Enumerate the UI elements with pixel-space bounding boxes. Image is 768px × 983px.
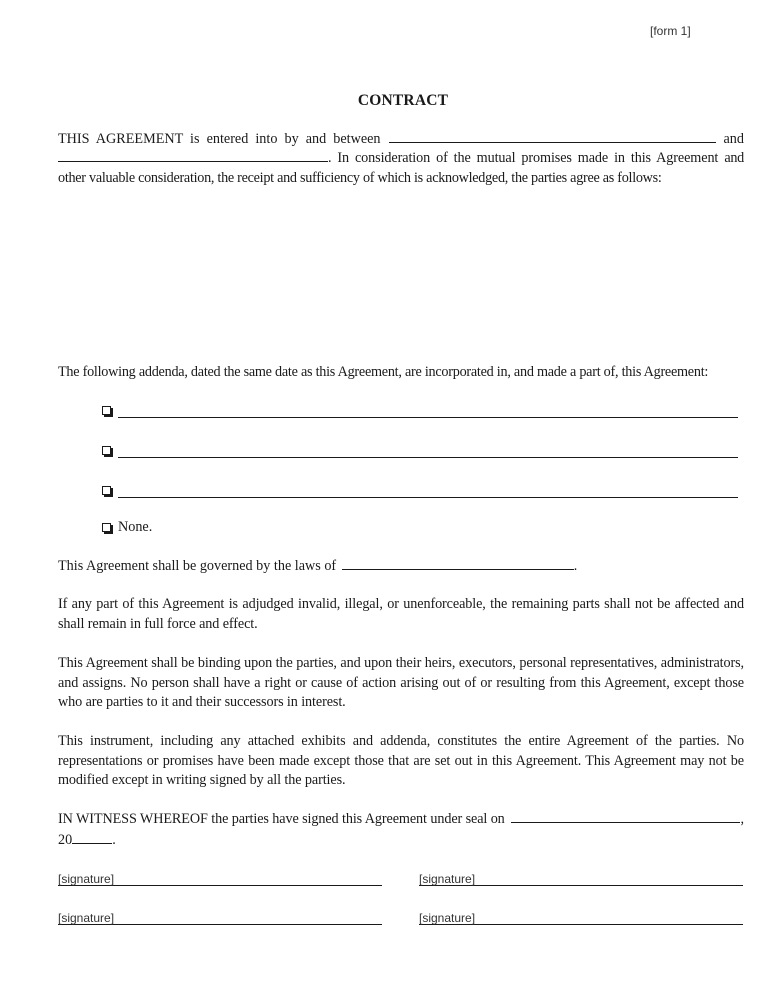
addendum-none bbox=[102, 519, 152, 536]
checkbox-icon[interactable] bbox=[102, 406, 111, 415]
governing-law-end: . bbox=[573, 558, 578, 574]
witness-clause bbox=[58, 809, 744, 850]
signature-line[interactable] bbox=[58, 908, 382, 925]
witness-line bbox=[58, 809, 744, 830]
governing-law-text: This Agreement shall be governed by the laws of bbox=[58, 558, 337, 574]
addendum-item bbox=[102, 400, 738, 418]
checkbox-icon[interactable] bbox=[102, 486, 111, 495]
signature-line[interactable] bbox=[419, 869, 743, 886]
signature-label: [signature] bbox=[419, 911, 476, 925]
witness-year bbox=[58, 830, 744, 851]
intro-and: and bbox=[723, 131, 744, 147]
signature-label: [signature] bbox=[58, 911, 115, 925]
governing-law-blank[interactable] bbox=[342, 556, 574, 570]
binding-clause: This Agreement shall be binding upon the parties, and upon their heirs, executors, personal representatives, administrators, and assigns. No person shall have a right or cause of action arising out of or resulting from this Agreement, except those who are parties to it and their successors in interest. bbox=[58, 655, 744, 710]
signature-line[interactable] bbox=[419, 908, 743, 925]
witness-date-blank[interactable] bbox=[511, 809, 741, 823]
intro-consideration: . In consideration of the mutual promises made in this Agreement bbox=[328, 150, 719, 166]
witness-text: IN WITNESS WHEREOF the parties have signed this Agreement under seal on bbox=[58, 811, 505, 827]
year-blank[interactable] bbox=[72, 830, 112, 844]
checkbox-icon[interactable] bbox=[102, 446, 111, 455]
intro-line-1 bbox=[58, 129, 744, 150]
party-one-blank[interactable] bbox=[389, 129, 716, 143]
year-end: . bbox=[112, 831, 116, 848]
intro-body bbox=[58, 148, 744, 188]
signature-label: [signature] bbox=[419, 872, 476, 886]
addenda-intro: The following addenda, dated the same date as this Agreement, are incorporated in, and made a part of, this Agreement: bbox=[58, 364, 709, 380]
signature-label: [signature] bbox=[58, 872, 115, 886]
intro-text: THIS AGREEMENT is entered into by and between bbox=[58, 131, 381, 147]
addendum-blank[interactable] bbox=[118, 484, 738, 498]
none-label: None. bbox=[118, 519, 153, 535]
checkbox-icon[interactable] bbox=[102, 523, 111, 532]
document-title: CONTRACT bbox=[357, 92, 449, 109]
addendum-blank[interactable] bbox=[118, 444, 738, 458]
signature-line[interactable] bbox=[58, 869, 382, 886]
governing-law bbox=[58, 556, 744, 577]
intro-agree: and other valuable consideration, the receipt and sufficiency of which is acknowledged, the parties agree as follows: bbox=[58, 150, 744, 186]
entire-agreement-clause: This instrument, including any attached exhibits and addenda, constitutes the entire Agreement of the parties. No representations or promises have been made except those that are set out in this Agreement. This Agreement may not be modified except in writing signed by all the parties. bbox=[58, 733, 744, 788]
addendum-item bbox=[102, 440, 738, 458]
witness-comma: , bbox=[740, 811, 744, 827]
year-prefix: 20 bbox=[58, 831, 73, 848]
party-two-blank[interactable] bbox=[58, 148, 328, 162]
form-label: [form 1] bbox=[650, 24, 691, 38]
severability-clause: If any part of this Agreement is adjudged invalid, illegal, or unenforceable, the remaining parts shall not be affected and shall remain in full force and effect. bbox=[58, 596, 744, 632]
addendum-blank[interactable] bbox=[118, 404, 738, 418]
addendum-item bbox=[102, 480, 738, 498]
